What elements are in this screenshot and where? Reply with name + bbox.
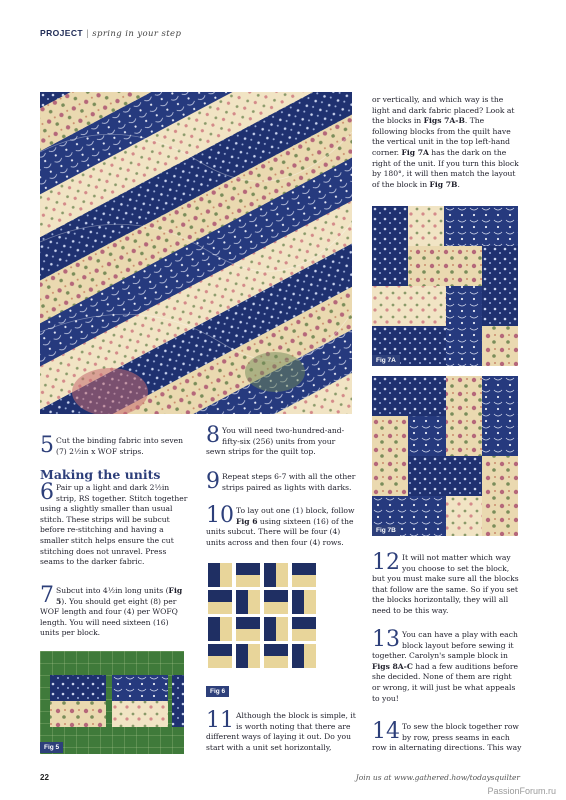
step-number: 7 (40, 583, 54, 608)
step-text: Although the block is simple, it is worth noting that there are different ways of laying it out. Do you start with a unit set horizontally, (206, 711, 356, 752)
step-number: 11 (206, 708, 234, 733)
fig7a-photo (372, 206, 518, 366)
fig-ref: Figs 8A-C (372, 661, 413, 671)
step-text: Repeat steps 6-7 with all the other strips paired as lights with darks. (222, 472, 356, 492)
step-number: 5 (40, 433, 54, 458)
fig5-photo (40, 651, 184, 754)
fig-ref: Fig 7A (401, 147, 429, 157)
unit-vertical (208, 617, 232, 641)
unit-horizontal (292, 563, 316, 587)
step-number: 6 (40, 480, 54, 505)
step-number: 8 (206, 423, 220, 448)
step-text: Cut the binding fabric into seven (7) 2½in x WOF strips. (56, 436, 183, 456)
step-9 (206, 469, 356, 494)
unit-horizontal (208, 644, 232, 668)
section-subtitle: spring in your step (92, 29, 182, 39)
step-13: 13 You can have a play with each block layout before sewing it together. Carolyn's sample block in Figs 8A-C had a few auditions before she decided. None of them are right or wrong, it will just be what appeals to you! (372, 627, 518, 703)
step-5 (40, 433, 190, 458)
step-text: It will not matter which way you choose to set the block, but you must make sure all the blocks that follow are the same. So if you set the blocks horizontally, they will all need to be this way. (372, 553, 519, 615)
fig6-diagram (206, 563, 362, 669)
intro-paragraph: or vertically, and which way is the light and dark fabric placed? Look at the blocks in Figs 7A-B. The following blocks from the quilt have the vertical unit in the top left-hand corner. Fig 7A has the dark on the right of the unit. If you turn this block by 180°, it will then match the layout of the block in Fig 7B. (372, 95, 519, 189)
step-7: 7 Subcut into 4½in long units (Fig 5). You should get eight (8) per WOF length and four (4) per WOFQ length. You will need sixteen (16) units per block. (40, 583, 183, 638)
footer-link[interactable]: Join us at www.gathered.how/todaysquilter (355, 773, 520, 782)
fig5-image (40, 651, 184, 754)
section-heading: Making the units (40, 467, 161, 482)
step-8 (206, 423, 356, 458)
quilt-photo-image (40, 92, 352, 414)
fig7a-image (372, 206, 518, 366)
fig-ref: Fig 7B (429, 179, 458, 189)
unit-horizontal (208, 590, 232, 614)
step-number: 10 (206, 503, 234, 528)
unit-vertical (264, 617, 288, 641)
step-10: 10 To lay out one (1) block, follow Fig 6 using sixteen (16) of the units subcut. There will be four (4) units across and then four (4) rows. (206, 503, 355, 547)
unit-vertical (208, 563, 232, 587)
unit-vertical (292, 644, 316, 668)
step-11 (206, 708, 356, 753)
watermark: PassionForum.ru (487, 786, 556, 796)
fig7a-label: Fig 7A (372, 355, 400, 366)
unit-vertical (236, 590, 260, 614)
fig6-label: Fig 6 (206, 686, 229, 697)
step-text: Pair up a light and dark 2½in strip, RS together. Stitch together using a slightly smaller than usual stitch. These strips will be subcut before re-stitching and having a smaller stitch helps ensure the cut stitching does not unravel. Press seams to the darker fabric. (40, 483, 188, 567)
step-number: 9 (206, 469, 220, 494)
fig5-label: Fig 5 (40, 742, 63, 753)
fig7b-image (372, 376, 518, 536)
unit-horizontal (236, 617, 260, 641)
header-separator: | (85, 29, 90, 39)
fig7b-label: Fig 7B (372, 525, 400, 536)
unit-horizontal (264, 590, 288, 614)
step-number: 12 (372, 550, 400, 575)
quilt-photo (40, 92, 352, 414)
step-14 (372, 719, 522, 754)
step-text: To sew the block together row by row, press seams in each row in alternating directions. This way (372, 722, 522, 753)
page-number: 22 (40, 773, 49, 782)
step-number: 14 (372, 719, 400, 744)
unit-vertical (236, 644, 260, 668)
unit-vertical (264, 563, 288, 587)
step-12 (372, 550, 522, 617)
unit-vertical (292, 590, 316, 614)
fig-ref: Fig 6 (236, 516, 258, 526)
unit-horizontal (236, 563, 260, 587)
step-text: You will need two-hundred-and-fifty-six (256) units from your sewn strips for the quilt top. (206, 426, 345, 457)
step-6 (40, 480, 190, 568)
unit-horizontal (264, 644, 288, 668)
unit-horizontal (292, 617, 316, 641)
step-number: 13 (372, 627, 400, 652)
fig-ref: Figs 7A-B (423, 116, 465, 126)
page-header (40, 28, 181, 39)
fig-ref: Fig 5 (56, 586, 183, 606)
section-label: PROJECT (40, 28, 83, 38)
fig7b-photo (372, 376, 518, 536)
